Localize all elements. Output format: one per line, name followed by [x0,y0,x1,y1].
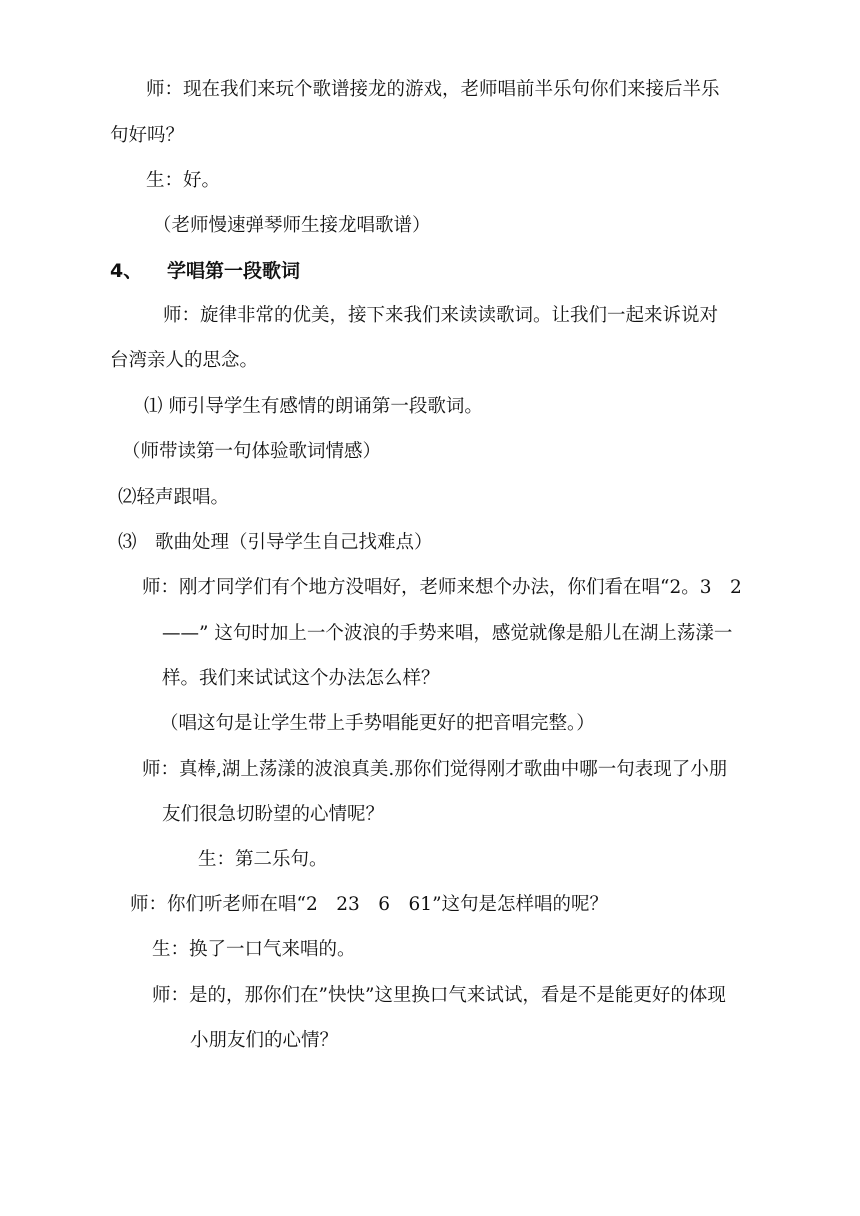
paragraph-line: 生：好。 [146,170,221,191]
paragraph-line: 师：你们听老师在唱“2 23 6 61”这句是怎样唱的呢？ [130,894,609,915]
paragraph-line: 师：刚才同学们有个地方没唱好，老师来想个办法，你们看在唱“2。3 2 [142,577,742,598]
list-item: ⑴ 师引导学生有感情的朗诵第一段歌词。 [144,396,483,417]
paragraph-line: （唱这句是让学生带上手势唱能更好的把音唱完整。） [160,713,595,734]
section-title: 学唱第一段歌词 [167,260,301,282]
list-item: ⑵轻声跟唱。 [118,487,230,508]
section-number: 4、 [110,260,143,282]
paragraph-line: 句好吗？ [110,125,185,146]
paragraph-line: 小朋友们的心情？ [190,1030,339,1051]
paragraph-line: 样。我们来试试这个办法怎么样？ [162,668,440,689]
paragraph-line: 师：真棒,湖上荡漾的波浪真美.那你们觉得刚才歌曲中哪一句表现了小朋 [142,759,728,780]
paragraph-line: 生：换了一口气来唱的。 [152,939,356,960]
paragraph-line: ——” 这句时加上一个波浪的手势来唱，感觉就像是船儿在湖上荡漾一 [162,623,733,644]
paragraph-line: （师带读第一句体验歌词情感） [122,441,382,462]
paragraph-line: （老师慢速弹琴师生接龙唱歌谱） [153,215,431,236]
paragraph-line: 师：现在我们来玩个歌谱接龙的游戏，老师唱前半乐句你们来接后半乐 [146,79,720,100]
paragraph-line: 友们很急切盼望的心情呢？ [162,804,385,825]
list-item: ⑶ 歌曲处理（引导学生自己找难点） [118,532,433,553]
paragraph-line: 师：旋律非常的优美，接下来我们来读读歌词。让我们一起来诉说对 [163,305,719,326]
paragraph-line: 生：第二乐句。 [198,849,328,870]
paragraph-line: 师：是的，那你们在”快快”这里换口气来试试，看是不是能更好的体现 [152,985,726,1006]
paragraph-line: 台湾亲人的思念。 [110,350,259,371]
section-heading [110,257,300,285]
